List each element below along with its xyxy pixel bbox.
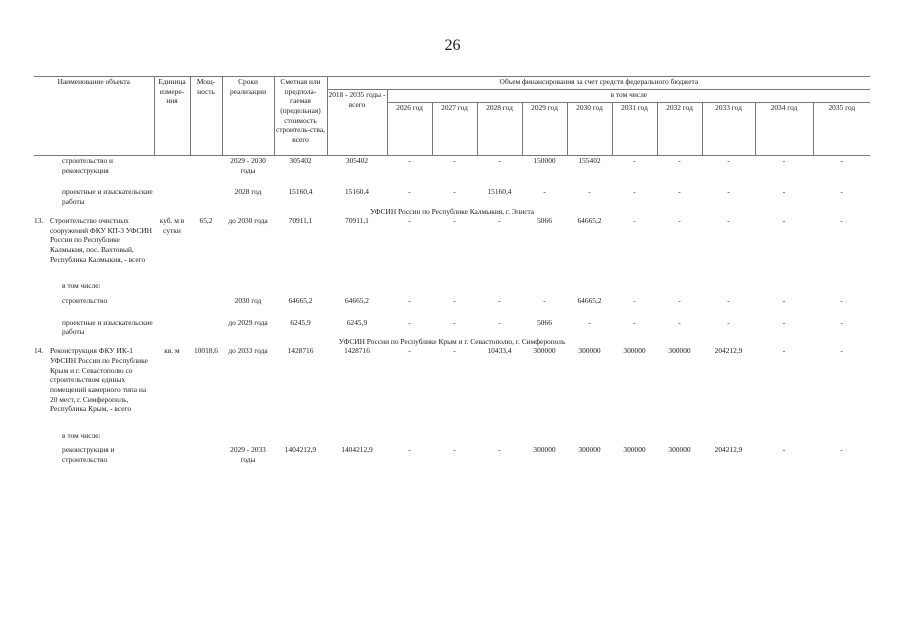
total-cell: 64665,2 xyxy=(344,295,370,305)
table-row xyxy=(34,296,870,306)
year-value-cell: 300000 xyxy=(668,346,691,356)
year-value-cell: - xyxy=(498,317,501,327)
year-value-cell: - xyxy=(727,187,730,197)
row-spacer xyxy=(34,306,870,318)
row-spacer xyxy=(34,264,870,276)
spacer-cell xyxy=(34,414,870,426)
year-value-cell: 300000 xyxy=(533,346,556,356)
object-name: проектные и изыскательские работы xyxy=(62,187,153,206)
terms-cell: 2029 - 2033 годы xyxy=(230,445,266,464)
year-value-cell: - xyxy=(782,445,786,455)
year-value-cell: - xyxy=(543,187,546,197)
row-number: 13. xyxy=(34,216,44,226)
year-value-cell: - xyxy=(498,445,501,455)
spacer-cell xyxy=(34,175,870,187)
year-value-cell: - xyxy=(453,317,456,327)
terms-cell: до 2033 года xyxy=(228,346,268,356)
table-row xyxy=(34,346,870,413)
unit-cell: кв. м xyxy=(164,346,180,356)
year-value-cell: - xyxy=(840,295,843,305)
table-row xyxy=(34,276,870,296)
year-value-cell: 204212,9 xyxy=(714,445,743,455)
spacer-cell xyxy=(34,264,870,276)
row-spacer xyxy=(34,175,870,187)
year-value-cell: - xyxy=(782,187,786,197)
year-value-cell: - xyxy=(633,187,636,197)
header-name: Наименование объекта xyxy=(34,77,154,156)
total-cell: 1428716 xyxy=(344,346,370,356)
cost-cell: 70911,1 xyxy=(288,216,313,226)
total-cell: 6245,9 xyxy=(346,317,368,327)
header-year: 2030 год xyxy=(567,103,612,156)
object-name: в том числе: xyxy=(62,281,101,291)
power-cell xyxy=(190,187,222,206)
unit-cell xyxy=(154,156,190,176)
year-value-cell: - xyxy=(633,156,636,165)
year-value-cell: - xyxy=(408,156,411,165)
year-value-cell: - xyxy=(453,216,456,226)
year-value-cell: - xyxy=(782,317,786,327)
year-value-cell: 64665,2 xyxy=(577,295,602,305)
year-value-cell: 15160,4 xyxy=(487,187,512,197)
year-value-cell: - xyxy=(782,156,786,165)
table-row xyxy=(34,216,870,264)
row-number: 14. xyxy=(34,346,44,356)
power-cell: 65,2 xyxy=(199,216,213,226)
financing-table xyxy=(34,76,870,465)
table-body xyxy=(34,156,870,465)
object-name-text: Строительство очистных сооружений ФКУ КП-3 УФСИН России по Республике Калмыкия, пос. Вахтовый, Республика Калмыкия, - всего xyxy=(50,216,152,264)
year-value-cell: 300000 xyxy=(623,445,646,455)
unit-cell: куб. м в сутки xyxy=(159,216,185,235)
year-value-cell: 5066 xyxy=(537,317,552,327)
year-value-cell: 5066 xyxy=(537,216,552,226)
year-value-cell: - xyxy=(840,187,843,197)
header-year: 2034 год xyxy=(755,103,813,156)
row-spacer xyxy=(34,414,870,426)
header-unit: Единица измере-ния xyxy=(154,77,190,156)
header-year: 2035 год xyxy=(813,103,870,156)
object-name: строительство xyxy=(62,295,108,305)
year-value-cell: - xyxy=(633,295,636,305)
cost-cell: 64665,2 xyxy=(288,295,313,305)
header-year: 2026 год xyxy=(387,103,432,156)
table-row xyxy=(34,426,870,446)
year-value-cell: - xyxy=(408,346,411,356)
total-cell: 15160,4 xyxy=(344,187,370,197)
year-value-cell: - xyxy=(453,346,456,356)
total-cell: 1404212,9 xyxy=(341,445,373,455)
spacer-cell xyxy=(34,306,870,318)
year-value-cell: - xyxy=(453,187,456,197)
table-header xyxy=(34,77,870,156)
object-name: реконструкция и строительство xyxy=(62,445,115,464)
header-year: 2027 год xyxy=(432,103,477,156)
year-value-cell: - xyxy=(633,216,636,226)
year-value-cell: - xyxy=(408,317,411,327)
year-value-cell: 64665,2 xyxy=(577,216,602,226)
unit-cell xyxy=(154,318,190,337)
year-value-cell: 300000 xyxy=(578,445,601,455)
power-cell xyxy=(190,318,222,337)
power-cell: 10018,6 xyxy=(193,346,219,356)
header-year: 2032 год xyxy=(657,103,702,156)
terms-cell: до 2029 года xyxy=(228,317,268,327)
header-year: 2028 год xyxy=(477,103,522,156)
object-name: проектные и изыскательские работы xyxy=(62,317,153,337)
object-name xyxy=(34,216,154,264)
power-cell xyxy=(190,296,222,306)
header-power: Мощ-ность xyxy=(190,77,222,156)
total-cell: 70911,1 xyxy=(345,216,369,226)
header-including: в том числе xyxy=(387,90,870,103)
year-value-cell: - xyxy=(408,295,411,305)
year-value-cell: - xyxy=(678,216,681,226)
header-year: 2033 год xyxy=(702,103,755,156)
year-value-cell: - xyxy=(840,445,843,455)
year-value-cell: - xyxy=(408,445,411,455)
year-value-cell: - xyxy=(727,317,730,327)
section-row xyxy=(34,337,870,347)
year-value-cell: - xyxy=(727,156,730,165)
year-value-cell: 150000 xyxy=(533,156,556,165)
page-number: 26 xyxy=(444,37,461,54)
section-title: УФСИН России по Республике Крым и г. Севастополю, г. Симферополь xyxy=(338,336,566,346)
unit-cell xyxy=(154,296,190,306)
object-name: строительство и реконструкция xyxy=(62,156,113,175)
header-year: 2031 год xyxy=(612,103,657,156)
cost-cell: 6245,9 xyxy=(290,317,311,327)
year-value-cell: 300000 xyxy=(623,346,646,356)
object-name: в том числе: xyxy=(62,430,101,440)
table-row xyxy=(34,187,870,206)
year-value-cell: - xyxy=(543,295,546,305)
table-row xyxy=(34,318,870,337)
year-value-cell: - xyxy=(840,156,843,165)
year-value-cell: - xyxy=(498,156,501,165)
year-value-cell: 155402 xyxy=(578,156,601,165)
terms-cell: до 2030 года xyxy=(228,216,268,226)
year-value-cell: 204212,9 xyxy=(714,346,743,356)
year-value-cell: - xyxy=(453,295,456,305)
cost-cell: 1428716 xyxy=(287,346,314,356)
year-value-cell: - xyxy=(782,346,786,356)
cost-cell: 1404212,9 xyxy=(284,445,317,455)
year-value-cell: - xyxy=(782,295,786,305)
header-terms: Сроки реализации xyxy=(222,77,274,156)
year-value-cell: - xyxy=(840,317,843,327)
terms-cell: 2029 - 2030 годы xyxy=(230,156,266,175)
object-name-text: Реконструкция ФКУ ИК-1 УФСИН России по Республике Крым и г. Севастополю со строительством единых помещений камерного типа на 20 мест, г. Симферополь, Республика Крым, - всего xyxy=(50,346,148,414)
terms-cell: 2028 год xyxy=(234,187,262,197)
year-value-cell: - xyxy=(588,317,591,327)
year-value-cell: - xyxy=(782,216,786,226)
header-total: 2018 - 2035 годы - всего xyxy=(327,90,387,156)
table-row xyxy=(34,445,870,464)
unit-cell xyxy=(154,187,190,206)
terms-cell: 2030 год xyxy=(234,295,262,305)
year-value-cell: - xyxy=(633,317,636,327)
section-title: УФСИН России по Республике Калмыкия, г. Элиста xyxy=(370,206,535,216)
year-value-cell: 300000 xyxy=(578,346,601,356)
year-value-cell: - xyxy=(840,216,843,226)
cost-cell: 305402 xyxy=(289,156,312,165)
year-value-cell: - xyxy=(498,216,501,226)
year-value-cell: - xyxy=(453,156,456,165)
year-value-cell: 300000 xyxy=(668,445,691,455)
header-financing: Объем финансирования за счет средств федерального бюджета xyxy=(499,77,699,86)
header-cost: Сметная или предпола-гаемая (предельная) стоимость строитель-ства, всего xyxy=(274,77,327,156)
year-value-cell: - xyxy=(408,216,411,226)
year-value-cell: - xyxy=(678,317,681,327)
year-value-cell: - xyxy=(678,187,681,197)
year-value-cell: 300000 xyxy=(533,445,556,455)
power-cell xyxy=(190,156,222,176)
year-value-cell: - xyxy=(678,156,681,165)
unit-cell xyxy=(154,445,190,464)
year-value-cell: - xyxy=(588,187,591,197)
table-row xyxy=(34,156,870,176)
year-value-cell: - xyxy=(727,295,730,305)
cost-cell: 15160,4 xyxy=(288,187,313,197)
object-name xyxy=(34,346,154,413)
year-value-cell: - xyxy=(678,295,681,305)
header-year: 2029 год xyxy=(522,103,567,156)
section-row xyxy=(34,207,870,217)
total-cell: 305402 xyxy=(345,156,369,165)
year-value-cell: - xyxy=(453,445,456,455)
year-value-cell: - xyxy=(498,295,501,305)
year-value-cell: 10433,4 xyxy=(487,346,512,356)
year-value-cell: - xyxy=(727,216,730,226)
power-cell xyxy=(190,445,222,464)
year-value-cell: - xyxy=(840,346,843,356)
year-value-cell: - xyxy=(408,187,411,197)
